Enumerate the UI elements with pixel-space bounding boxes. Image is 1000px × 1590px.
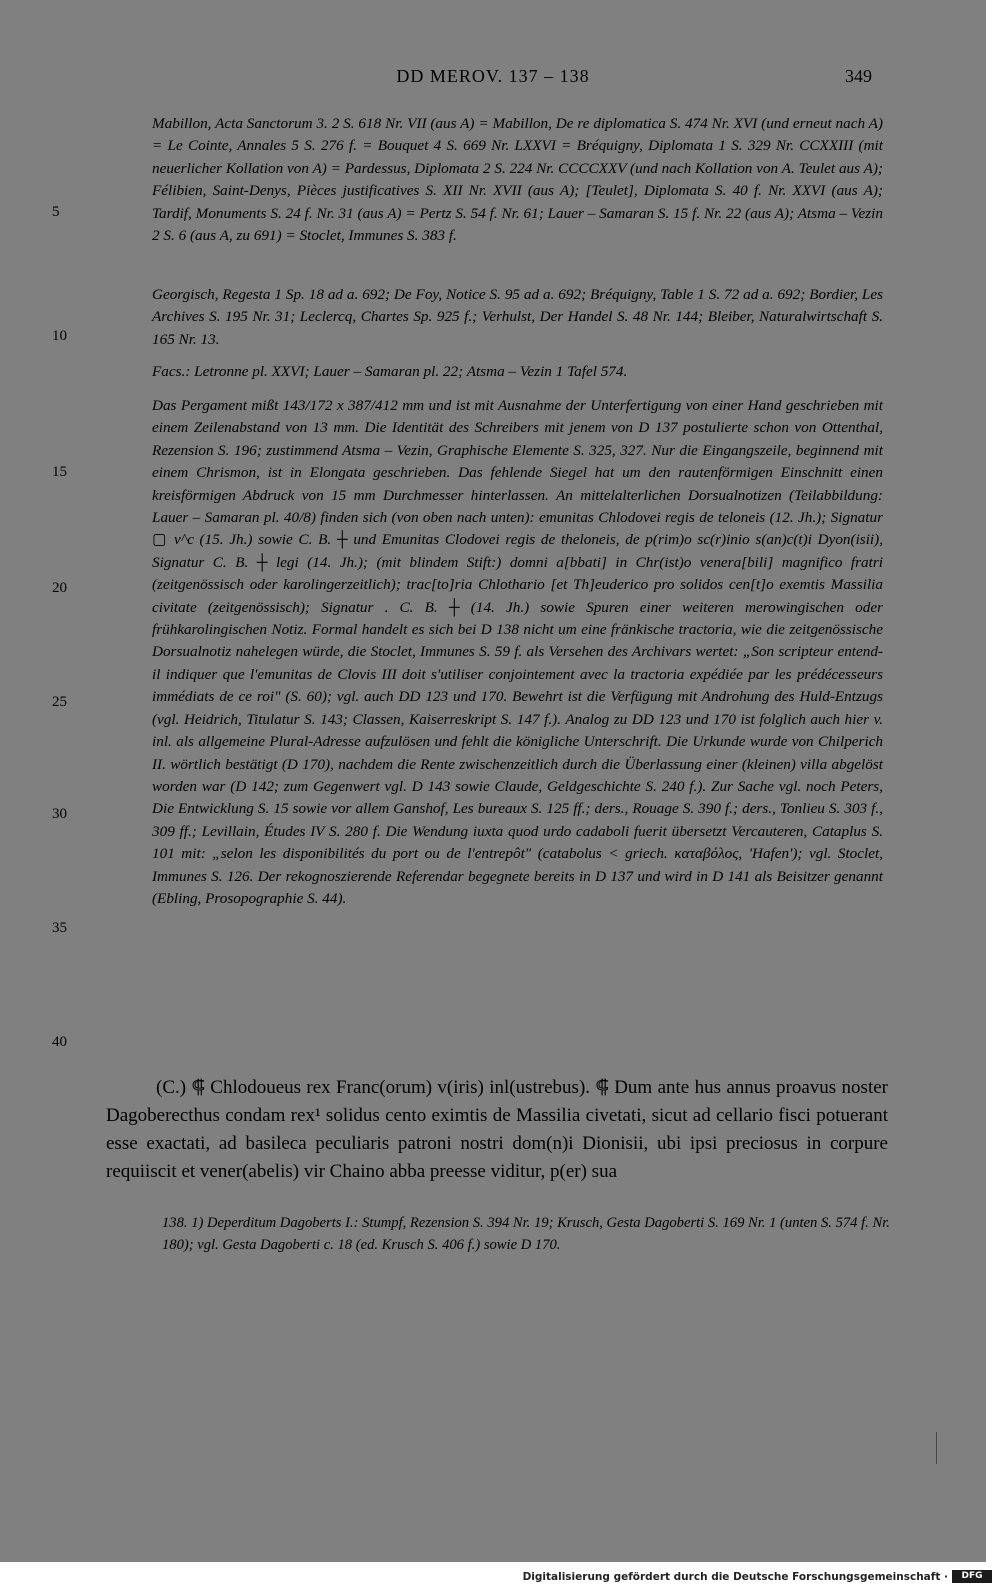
footnote	[162, 1212, 890, 1256]
regesta-paragraph	[152, 284, 883, 351]
line-number: 35	[52, 920, 67, 936]
editions-paragraph	[152, 113, 883, 247]
footer-bar	[0, 1562, 1000, 1590]
line-number: 5	[52, 204, 60, 220]
funding-note: Digitalisierung gefördert durch die Deutsche Forschungsgemeinschaft ·	[522, 1571, 948, 1583]
line-number: 15	[52, 464, 67, 480]
charter-text	[106, 1074, 888, 1186]
commentary-text: Das Pergament mißt 143/172 x 387/412 mm und ist mit Ausnahme der Unterfertigung von einer Hand geschrieben mit einem Zeilenabstand von 13 mm. Die Identität des Schreibers mit jenem von D 137 postulierte schon von Ottenthal, Rezension S. 196; zustimmend Atsma – Vezin, Graphische Elemente S. 325, 327. Nur die Eingangszeile, beginnend mit einem Chrismon, ist in Elongata geschrieben. Das fehlende Siegel hat um den rautenförmigen Einschnitt einen kreisförmigen Abdruck von 15 mm Durchmesser hinterlassen. An mittelalterlichen Dorsualnotizen (Teilabbildung: Lauer – Samaran pl. 40/8) finden sich (von oben nach unten): emunitas Chlodovei regis de teloneis (12. Jh.); Signatur ▢ v^c (15. Jh.) sowie C. B. ┼ und Emunitas Clodovei regis de theloneis, de p(rim)o sc(r)inio s(an)c(t)i Dyon(isii), Signatur C. B. ┼ legi (14. Jh.); (mit blindem Stift:) domni a[bbati] in Chr(ist)o venera[bili] magnifico fratri (zeitgenössisch oder karolingerzeitlich); trac[to]ria Chlothario [et Th]euderico pro solidos cen[t]o exemtis Massilia civitate (zeitgenössisch); Signatur . C. B. ┼ (14. Jh.) sowie Spuren einer weiteren merowingischen oder frühkarolingischen Notiz. Formal handelt es sich bei D 138 nicht um eine fränkische tractoria, wie die zeitgenössische Dorsualnotiz nahelegen würde, die Stoclet, Immunes S. 59 f. als Versehen des Archivars wertet: „Son scripteur entend-il indiquer que l'emunitas de Clovis III doit s'utiliser conjointement avec la tractoria expédiée par les prédécesseurs immédiats de ce roi" (S. 60); vgl. auch DD 123 und 170. Bewehrt ist die Verfügung mit Androhung des Huld-Entzugs (vgl. Heidrich, Titulatur S. 143; Classen, Kaiserreskript S. 147 f.). Analog zu DD 123 und 170 ist folglich auch hier v. inl. als allgemeine Plural-Adresse aufzulösen und fehlt die königliche Unterschrift. Die Urkunde wurde von Chilperich II. wörtlich bestätigt (D 170), nachdem die Rente zwischenzeitlich durch die Überlassung einer (kleinen) villa abgelöst worden war (D 142; zum Gegenwert vgl. D 143 sowie Claude, Geldgeschichte S. 240 f.). Zur Sache vgl. noch Peters, Die Entwicklung S. 15 sowie vor allem Ganshof, Les bureaux S. 125 ff.; ders., Rouage S. 390 f.; ders., Tonlieu S. 303 f., 309 ff.; Levillain, Études IV S. 280 f. Die Wendung iuxta quod urdo cadaboli fuerit übersetzt Vercauteren, Cataplus S. 101 mit: „selon les disponibilités du port ou de l'entrepôt" (catabolus < griech. καταβόλος, 'Hafen'); vgl. Stoclet, Immunes S. 126. Der rekognoszierende Referendar begegnete bereits in D 137 und wird in D 141 als Beisitzer genannt (Ebling, Prosopographie S. 44).	[152, 397, 883, 907]
footnote-text: 138. 1) Deperditum Dagoberts I.: Stumpf, Rezension S. 394 Nr. 19; Krusch, Gesta Dagoberti S. 169 Nr. 1 (unten S. 574 f. Nr. 180); vgl. Gesta Dagoberti c. 18 (ed. Krusch S. 406 f.) sowie D 170.	[162, 1215, 890, 1253]
line-number: 20	[52, 580, 67, 596]
page-number: 349	[845, 66, 872, 86]
line-number: 25	[52, 694, 67, 710]
scan-edge-mark	[936, 1432, 937, 1464]
facsimiles-paragraph	[152, 361, 883, 383]
commentary-paragraph	[152, 395, 883, 910]
charter-paragraph: (C.) ⸿ Chlodoueus rex Franc(orum) v(iris) inl(ustrebus). ⸿ Dum ante hus annus proavus noster Dagoberecthus condam rex¹ solidus cento eximtis de Massilia civetati, sicut ad cellario fisci potuerant esse exactati, ad basileca peculiaris patroni nostri dom(n)i Dionisii, ubi ipsi preciosus in corpure requiiscit et vener(abelis) vir Chaino abba preesse viditur, p(er) sua	[106, 1077, 888, 1182]
running-header-title: DD MEROV. 137 – 138	[396, 66, 590, 86]
line-number: 40	[52, 1034, 67, 1050]
line-number: 10	[52, 328, 67, 344]
line-number: 30	[52, 806, 67, 822]
facsimiles-text: Facs.: Letronne pl. XXVI; Lauer – Samaran pl. 22; Atsma – Vezin 1 Tafel 574.	[152, 363, 628, 380]
editions-text: Mabillon, Acta Sanctorum 3. 2 S. 618 Nr. VII (aus A) = Mabillon, De re diplomatica S. 474 Nr. XVI (und erneut nach A) = Le Cointe, Annales 5 S. 276 f. = Bouquet 4 S. 669 Nr. LXXVI = Bréquigny, Diplomata 1 S. 329 Nr. CCXXIII (mit neuerlicher Kollation von A) = Pardessus, Diplomata 2 S. 224 Nr. CCCCXXV (und nach Kollation von A. Teulet aus A); Félibien, Saint-Denys, Pièces justificatives S. XII Nr. XVII (aus A); [Teulet], Diplomata S. 40 f. Nr. XXVI (aus A); Tardif, Monuments S. 24 f. Nr. 31 (aus A) = Pertz S. 54 f. Nr. 61; Lauer – Samaran S. 15 f. Nr. 22 (aus A); Atsma – Vezin 2 S. 6 (aus A, zu 691) = Stoclet, Immunes S. 383 f.	[152, 115, 883, 245]
regesta-text: Georgisch, Regesta 1 Sp. 18 ad a. 692; De Foy, Notice S. 95 ad a. 692; Bréquigny, Table 1 S. 72 ad a. 692; Bordier, Les Archives S. 195 Nr. 31; Leclercq, Chartes Sp. 925 f.; Verhulst, Der Handel S. 48 Nr. 144; Bleiber, Naturalwirtschaft S. 165 Nr. 13.	[152, 286, 883, 348]
dfg-logo: DFG	[952, 1570, 992, 1583]
